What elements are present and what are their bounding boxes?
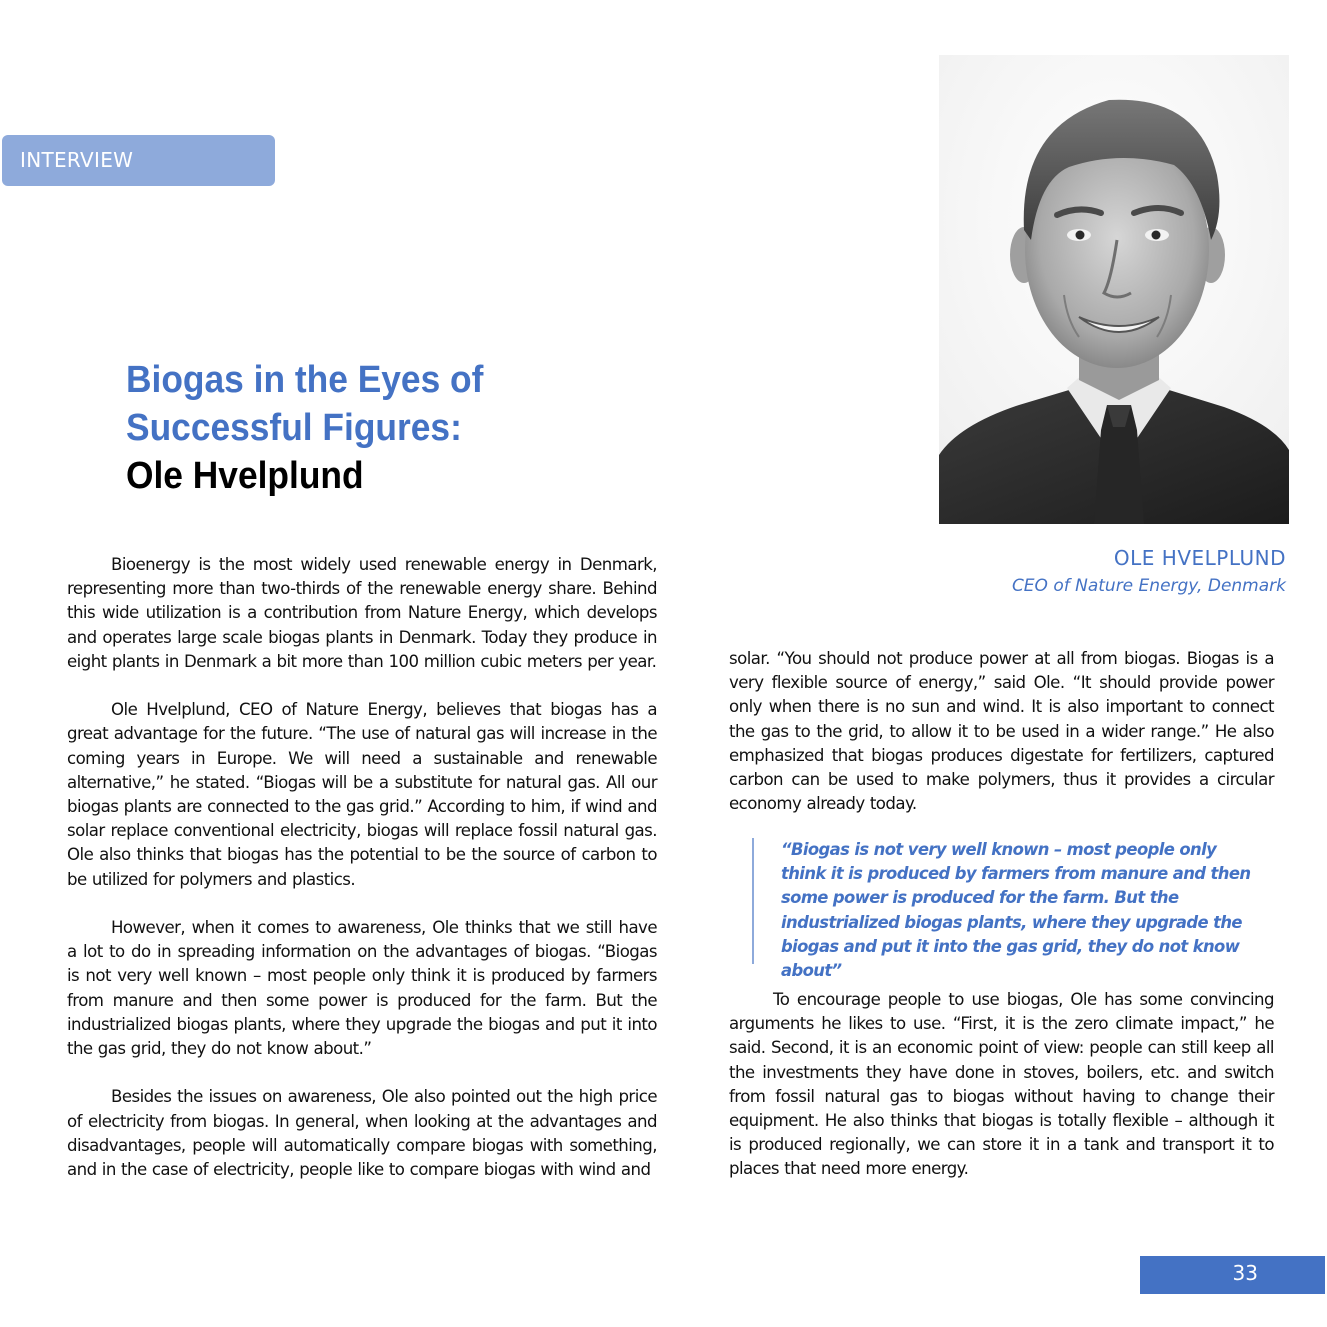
pull-quote: “Biogas is not very well known – most people only think it is produced by farmers from manure and then some power is produced for the farm. But the industrialized biogas plants, where they upgrade the biogas and put it into the gas grid, they do not know about” [752,838,1262,964]
portrait-photo [939,55,1289,524]
portrait-photo-icon [939,55,1289,524]
right-column-bottom [729,988,1274,1206]
paragraph: Besides the issues on awareness, Ole also pointed out the high price of electricity from biogas. In general, when looking at the advantages and disadvantages, people will automatically compare biogas with something, and in the case of electricity, people like to compare biogas with wind and [67,1087,657,1180]
title-line-2: Successful Figures: [126,407,462,449]
caption-role: CEO of Nature Energy, Denmark [1011,576,1286,596]
left-column [67,553,657,1206]
caption-name: OLE HVELPLUND [1113,546,1286,570]
page-number: 33 [1140,1256,1325,1294]
paragraph: However, when it comes to awareness, Ole thinks that we still have a lot to do in spreading information on the advantages of biogas. “Biogas is not very well known – most people only think it is produced by farmers from manure and then some power is produced for the farm. But the industrialized biogas plants, where they upgrade the biogas and put it into the gas grid, they do not know about.” [67,918,657,1059]
paragraph: To encourage people to use biogas, Ole has some convincing arguments he likes to use. “First, it is the zero climate impact,” he said. Second, it is an economic point of view: people can still keep all the investments they have done in stoves, boilers, etc. and switch from fossil natural gas to biogas without having to change their equipment. He also thinks that biogas is totally flexible – although it is produced regionally, we can store it in a tank and transport it to places that need more energy. [729,990,1274,1179]
paragraph: Ole Hvelplund, CEO of Nature Energy, believes that biogas has a great advantage for the future. “The use of natural gas will increase in the coming years in Europe. We will need a sustainable and renewable alternative,” he stated. “Biogas will be a substitute for natural gas. All our biogas plants are connected to the gas grid.” According to him, if wind and solar replace conventional electricity, biogas will replace fossil natural gas. Ole also thinks that biogas has the potential to be the source of carbon to be utilized for polymers and plastics. [67,700,657,889]
paragraph: solar. “You should not produce power at all from biogas. Biogas is a very flexible source of energy,” said Ole. “It should provide power only when there is no sun and wind. It is also important to connect the gas to the grid, to allow it to be used in a wider range.” He also emphasized that biogas produces digestate for fertilizers, captured carbon can be used to make polymers, thus it provides a circular economy already today. [729,649,1274,814]
title-line-1: Biogas in the Eyes of [126,359,484,401]
paragraph: Bioenergy is the most widely used renewable energy in Denmark, representing more than two-thirds of the renewable energy share. Behind this wide utilization is a contribution from Nature Energy, which develops and operates large scale biogas plants in Denmark. Today they produce in eight plants in Denmark a bit more than 100 million cubic meters per year. [67,555,657,671]
section-tag: INTERVIEW [2,135,275,186]
title-line-3: Ole Hvelplund [126,455,364,497]
right-column-top [729,647,1274,841]
article-title [126,356,610,500]
